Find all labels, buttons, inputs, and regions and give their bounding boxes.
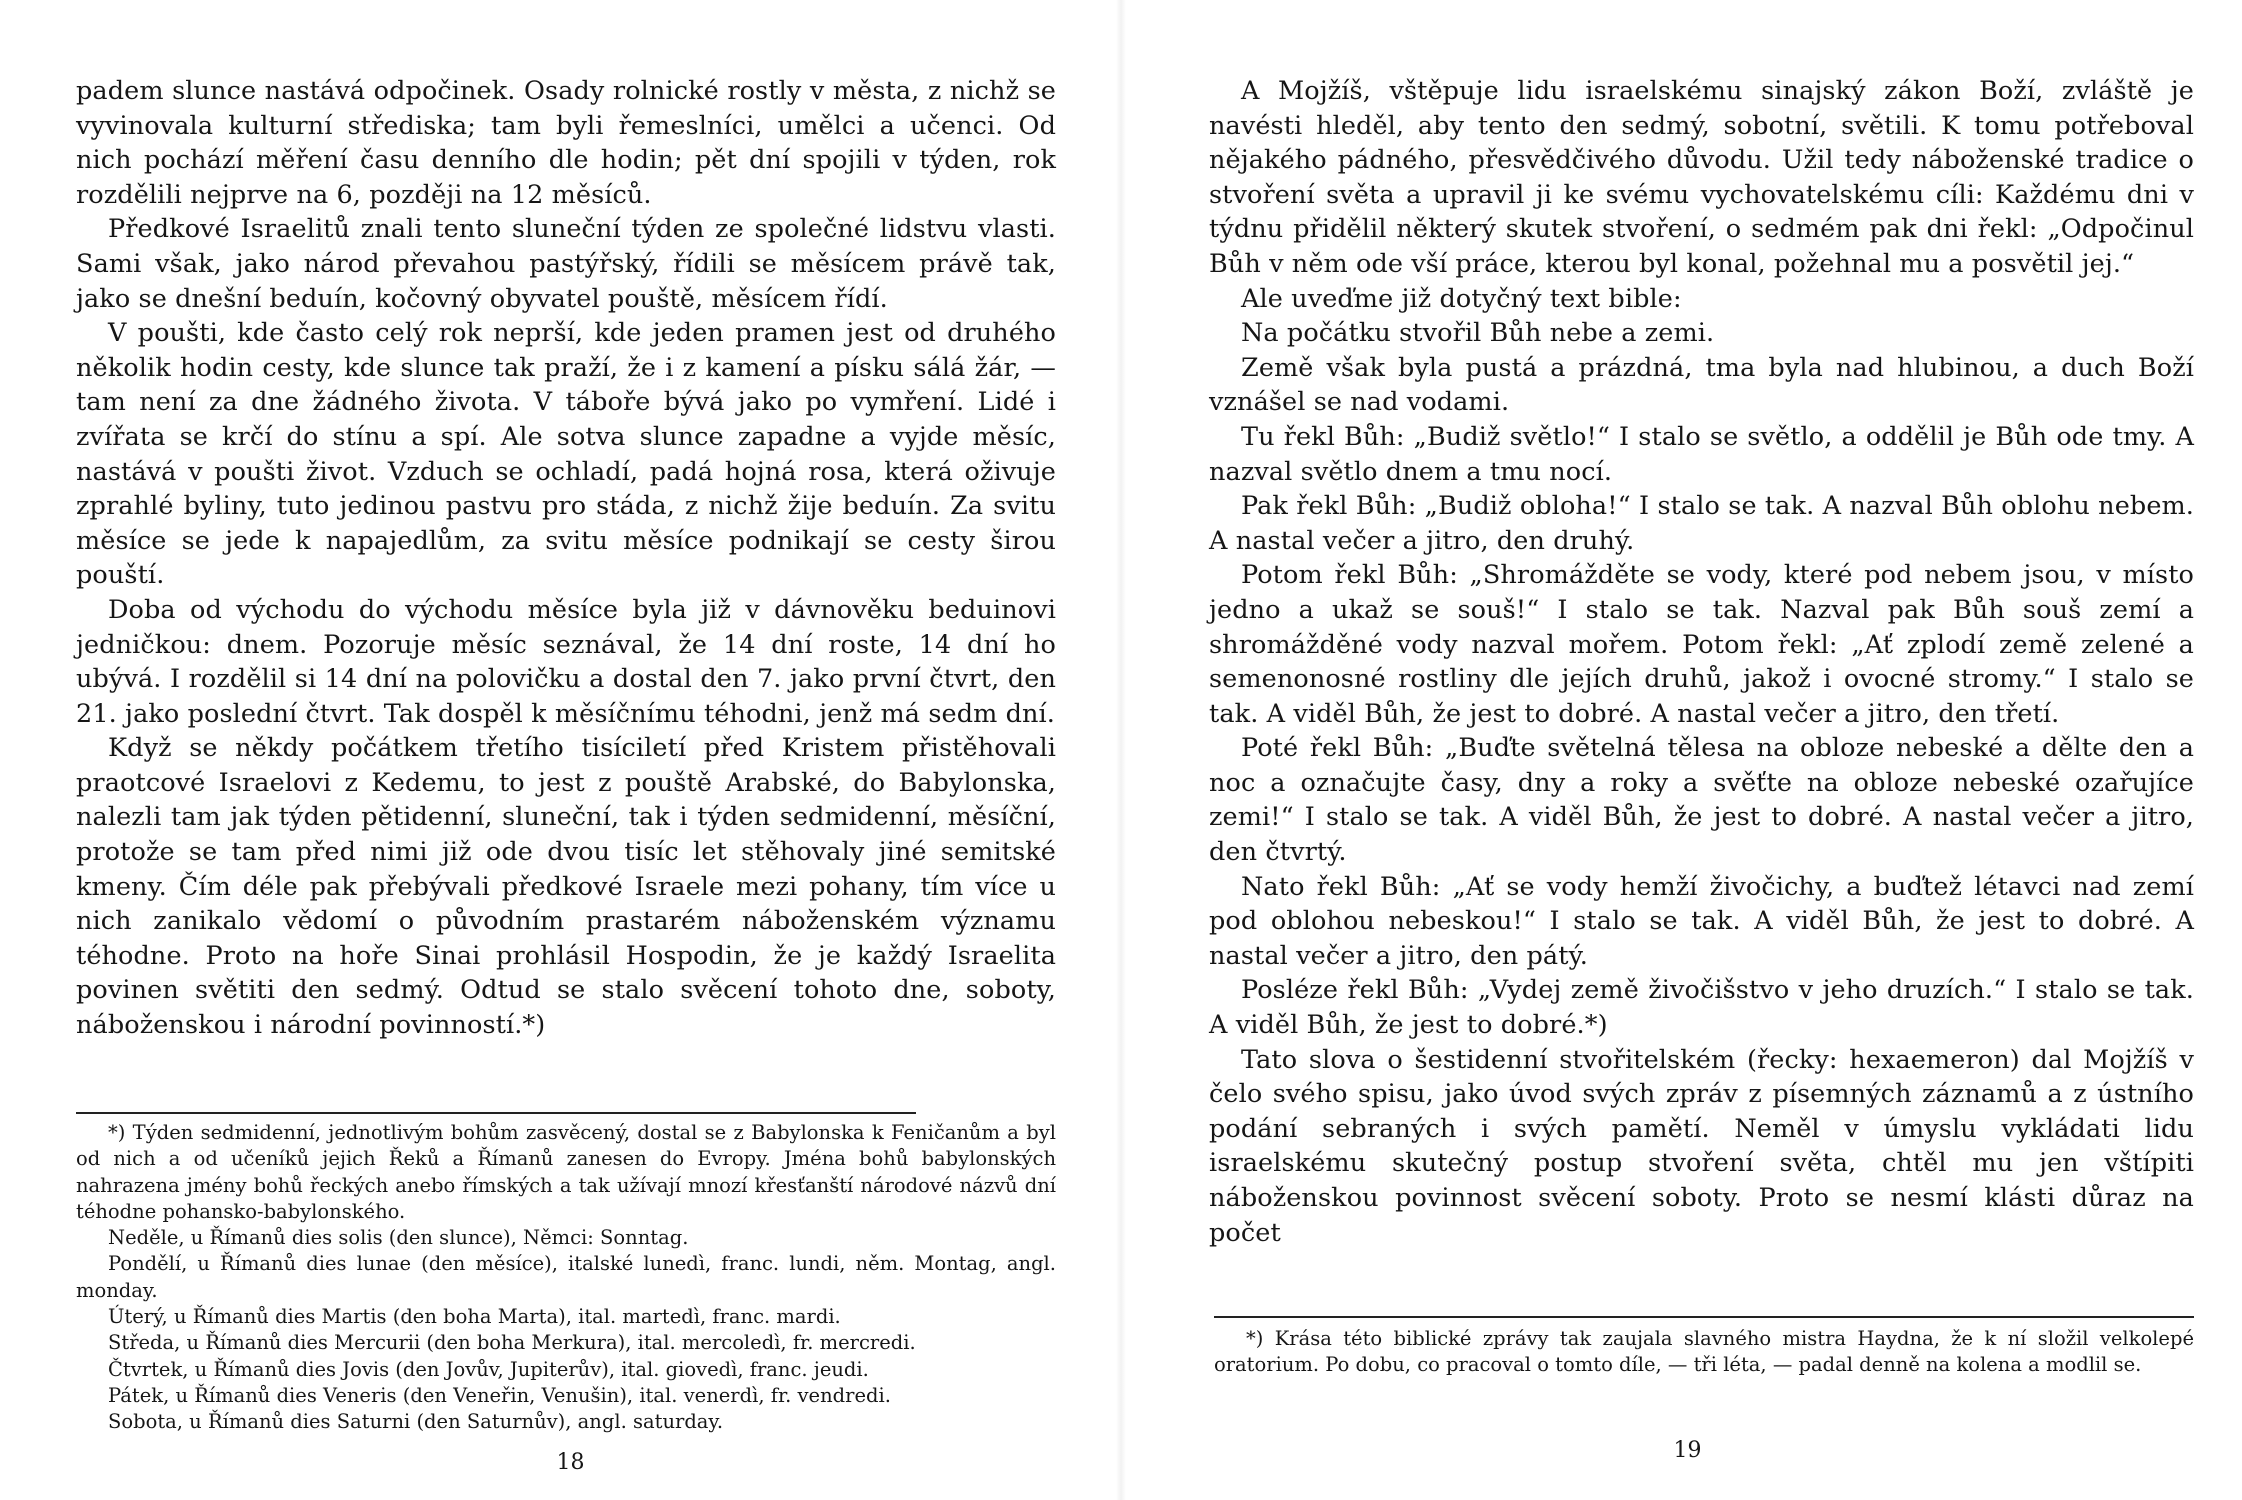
paragraph: Země však byla pustá a prázdná, tma byla nad hlubinou, a duch Boží vznášel se nad vodami. [1209,352,2194,418]
footnote: Pátek, u Římanů dies Veneris (den Veneřin, Venušin), ital. venerdì, fr. vendredi. [108,1383,891,1407]
page-number: 19 [1673,1438,1702,1463]
left-footnotes [76,1120,1056,1436]
footnote-rule [1214,1316,2194,1318]
page-number: 18 [556,1450,585,1475]
footnote: Středa, u Římanů dies Mercurii (den boha Merkura), ital. mercoledì, fr. mercredi. [108,1331,916,1355]
paragraph: Nato řekl Bůh: „Ať se vody hemží živočichy, a buďtež létavci nad zemí pod oblohou nebeskou!“ I stalo se tak. A viděl Bůh, že jest to dobré. A nastal večer a jitro, den pátý. [1209,871,2194,971]
footnote: Pondělí, u Římanů dies lunae (den měsíce), italské lunedì, franc. lundi, něm. Montag, angl. monday. [76,1252,1056,1302]
paragraph: A Mojžíš, vštěpuje lidu israelskému sinajský zákon Boží, zvláště je navésti hleděl, aby tento den sedmý, sobotní, světili. K tomu potřeboval nějakého pádného, přesvědčivého důvodu. Užil tedy náboženské tradice o stvoření světa a upravil ji ke svému vychovatelskému cíli: Každému dni v týdnu přidělil některý skutek stvoření, o sedmém pak dni řekl: „Odpočinul Bůh v něm ode vší práce, kterou byl konal, požehnal mu a posvětil jej.“ [1209,76,2194,279]
footnote: Neděle, u Římanů dies solis (den slunce), Němci: Sonntag. [108,1226,689,1250]
paragraph: Ale uveďme již dotyčný text bible: [1241,283,1682,314]
footnote: *) Krása této biblické zprávy tak zaujala slavného mistra Haydna, že k ní složil velkolepé oratorium. Po dobu, co pracoval o tomto díle, — tři léta, — padal denně na kolena a modlil se. [1214,1327,2194,1377]
left-body-text [76,74,1056,1043]
paragraph: Posléze řekl Bůh: „Vydej země živočišstvo v jeho druzích.“ I stalo se tak. A viděl Bůh, že jest to dobré.*) [1209,975,2194,1041]
paragraph: Tu řekl Bůh: „Budiž světlo!“ I stalo se světlo, a oddělil je Bůh ode tmy. A nazval světlo dnem a tmu nocí. [1209,421,2194,487]
right-body-text [1209,74,2194,1250]
paragraph: Potom řekl Bůh: „Shromážděte se vody, které pod nebem jsou, v místo jedno a ukaž se souš!“ I stalo se tak. Nazval pak Bůh souš zemí a shromážděné vody nazval mořem. Potom řekl: „Ať zplodí země zelené a semenonosné rostliny dle jejích druhů, jakož i ovocné stromy.“ I stalo se tak. A viděl Bůh, že jest to dobré. A nastal večer a jitro, den třetí. [1209,560,2194,729]
right-footnotes [1214,1326,2194,1379]
paragraph: Doba od východu do východu měsíce byla již v dávnověku beduinovi jedničkou: dnem. Pozoruje měsíc seznával, že 14 dní roste, 14 dní ho ubývá. I rozdělil si 14 dní na polovičku a dostal den 7. jako první čtvrt, den 21. jako poslední čtvrt. Tak dospěl k měsíčnímu téhodni, jenž má sedm dní. [76,594,1056,729]
paragraph: Tato slova o šestidenní stvořitelském (řecky: hexaemeron) dal Mojžíš v čelo svého spisu, jako úvod svých zpráv z písemných záznamů a z ústního podání sebraných i svých pamětí. Neměl v úmyslu vykládati lidu israelskému skutečný postup stvoření světa, chtěl mu jen vštípiti náboženskou povinnost svěcení soboty. Proto se nesmí klásti důraz na počet [1209,1044,2194,1248]
paragraph: Poté řekl Bůh: „Buďte světelná tělesa na obloze nebeské a dělte den a noc a označujte časy, dny a roky a svěťte na obloze nebeské ozařujíce zemi!“ I stalo se tak. A viděl Bůh, že jest to dobré. A nastal večer a jitro, den čtvrtý. [1209,733,2194,868]
right-page [1121,0,2242,1500]
paragraph: V poušti, kde často celý rok neprší, kde jeden pramen jest od druhého několik hodin cesty, kde slunce tak praží, že i z kamení a písku sálá žár, — tam není za dne žádného života. V táboře bývá jako po vymření. Lidé i zvířata se krčí do stínu a spí. Ale sotva slunce zapadne a vyjde měsíc, nastává v poušti život. Vzduch se ochladí, padá hojná rosa, která oživuje zprahlé byliny, tuto jedinou pastvu pro stáda, z nichž žije beduín. Za svitu měsíce se jede k napajedlům, za svitu měsíce podnikají se cesty širou pouští. [76,318,1056,591]
footnote: Úterý, u Římanů dies Martis (den boha Marta), ital. martedì, franc. mardi. [108,1305,841,1329]
paragraph: padem slunce nastává odpočinek. Osady rolnické rostly v města, z nichž se vyvinovala kulturní střediska; tam byli řemeslníci, umělci a učenci. Od nich pochází měření času denního dle hodin; pět dní spojili v týden, rok rozdělili nejprve na 6, později na 12 měsíců. [76,76,1056,210]
footnote: Čtvrtek, u Římanů dies Jovis (den Jovův, Jupiterův), ital. giovedì, franc. jeudi. [108,1357,869,1381]
paragraph: Když se někdy počátkem třetího tisíciletí před Kristem přistěhovali praotcové Israelovi z Kedemu, to jest z pouště Arabské, do Babylonska, nalezli tam jak týden pětidenní, sluneční, tak i týden sedmidenní, měsíční, protože se tam před nimi již ode dvou tisíc let stěhovaly jiné semitské kmeny. Čím déle pak přebývali předkové Israele mezi pohany, tím více u nich zanikalo vědomí o původním prastarém náboženském významu téhodne. Proto na hoře Sinai prohlásil Hospodin, že je každý Israelita povinen světiti den sedmý. Odtud se stalo svěcení tohoto dne, soboty, náboženskou i národní povinností.*) [76,733,1056,1041]
paragraph: Předkové Israelitů znali tento sluneční týden ze společné lidstvu vlasti. Sami však, jako národ převahou pastýřský, řídili se měsícem právě tak, jako se dnešní beduín, kočovný obyvatel pouště, měsícem řídí. [76,214,1056,314]
footnote-rule [76,1112,916,1114]
footnote: *) Týden sedmidenní, jednotlivým bohům zasvěcený, dostal se z Babylonska k Feničanům a byl od nich a od učeníků jejich Řeků a Římanů zanesen do Evropy. Jména bohů babylonských nahrazena jmény bohů řeckých anebo římských a tak užívají mnozí křesťanští národové názvů dní téhodne pohansko-babylonského. [76,1121,1056,1223]
paragraph: Na počátku stvořil Bůh nebe a zemi. [1241,318,1715,349]
paragraph: Pak řekl Bůh: „Budiž obloha!“ I stalo se tak. A nazval Bůh oblohu nebem. A nastal večer a jitro, den druhý. [1209,491,2194,556]
footnote: Sobota, u Římanů dies Saturni (den Saturnův), angl. saturday. [108,1410,724,1434]
